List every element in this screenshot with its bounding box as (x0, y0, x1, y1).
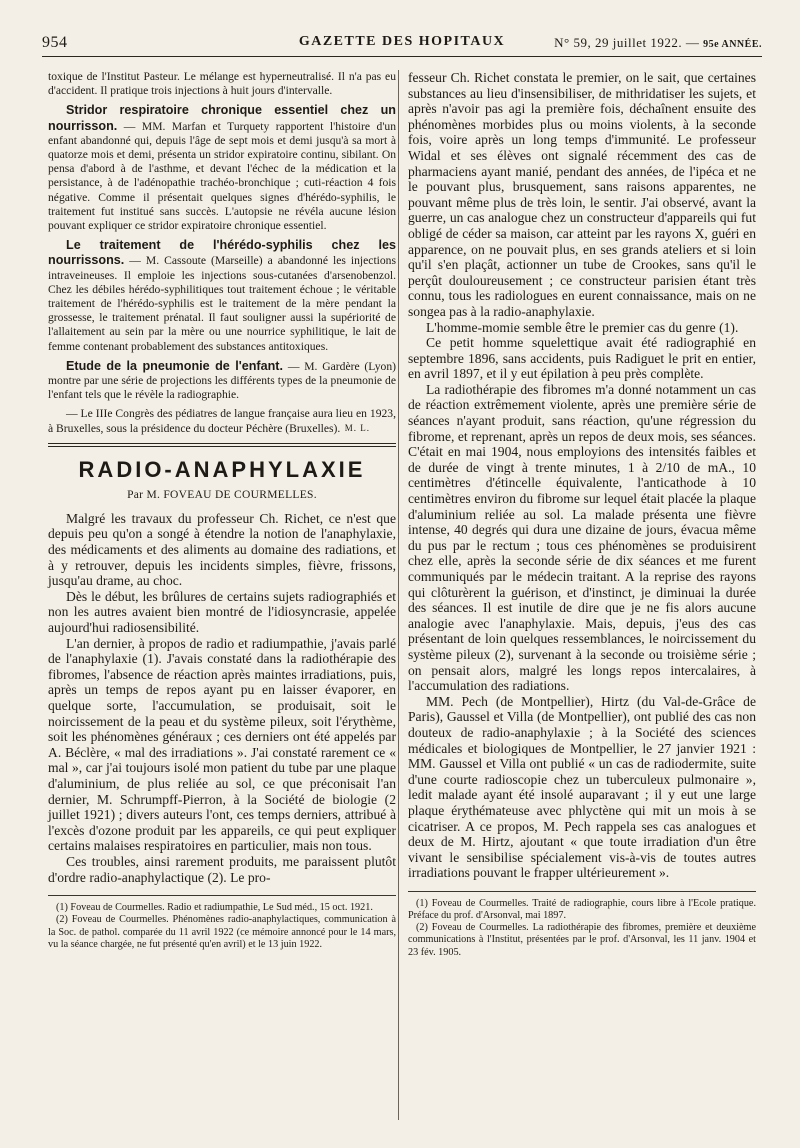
issue-date: N° 59, 29 juillet 1922. — (554, 35, 700, 50)
journal-title: GAZETTE DES HOPITAUX (298, 34, 506, 49)
section-body: — MM. Marfan et Turquety rapportent l'histoire d'un enfant abandonné qui, depuis l'âge de sept mois et demi jusqu'à sa mort à quatorze mois et demi, présenta un stridor expiratoire continu, sibilant. On pensa d'abord à de l'asthme, et devant l'échec de la médication et la persistance, à de l'adénopathie trachéo-bronchique ; cuti-réaction 4 fois négative. Comme il présentait quelques signes d'hérédo-syphilis, le traitement fut institué sans succès. L'autopsie ne révéla aucune lésion pouvant expliquer ce stridor expiratoire chronique essentiel. (48, 119, 396, 233)
intro-paragraph: toxique de l'Institut Pasteur. Le mélange est hyperneutralisé. Il n'a pas eu d'accident. Il pratique trois injections à huit jours d'intervalle. (48, 70, 396, 98)
article-title: RADIO-ANAPHYLAXIE (78, 456, 366, 482)
article-paragraph: fesseur Ch. Richet constata le premier, on le sait, que certaines substances au lieu d'insensibiliser, de mithridatiser les sujets, et après n'avoir pas agi la première fois, déchaînent ensuite des phénomènes morbides plus ou moins violents, à la seconde fois, voire après un long temps d'immunité. Le professeur Widal et ses élèves ont signalé récemment des cas de pharmaciens ayant manié, pendant des années, de l'ipéca et ne le pouvant plus, brusquement, sans raisons apparentes, ne pouvant même plus de très loin, le sentir. J'ai observé, avant la guerre, un cas analogue chez un constructeur d'appareils qui fut obligé de céder sa maison, car atteint par les rayons X, guéri en apparence, on ne pouvait plus, en ses grands ateliers et si loin qu'il s'en plaçât, actionner un tube de Crookes, sans qu'il le perçût douloureusement ; ce constructeur parisien étant très connu, tous les radiologues en eurent connaissance, mais on ne songea pas à la radio-anaphylaxie. (408, 70, 756, 319)
issue-info (554, 35, 762, 51)
author-signature: M. L. (344, 422, 370, 433)
article-paragraph: Ces troubles, ainsi rarement produits, me paraissent plutôt d'ordre radio-anaphylactique (2). Le pro- (48, 853, 396, 885)
running-header (42, 30, 762, 57)
footnotes (408, 898, 756, 959)
article-paragraph: La radiothérapie des fibromes m'a donné notamment un cas de réaction extrêmement violente, après une première série de séances n'ayant produit, sans réaction, qu'une régression du fibrome, et reprenant, après un repos de deux mois, ses séances. C'était en mai 1904, nous employions des intensités faibles et de durée de vingt à trente minutes, 1 à 2/10 de mA., 10 centimètres d'étincelle équivalente, l'anticathode à 10 centimètres environ du fibrome sur lequel était placée la plaque d'aluminium reliée au sol. La malade présenta une fièvre intense, 40 degrés qui dura une dizaine de jours, évacua même du pus par le rectum ; tous ces phénomènes se produisirent chez elle, après la seconde série de dix séances et me furent communiqués par le médecin traitant. A la reprise des rayons qui clôturèrent la guérison, et d'instinct, je diminuai la durée des séances. Il est inutile de dire que je ne fis alors aucune analogie avec l'anaphylaxie. Mais, depuis, j'eus des cas présentant de loin quelques ressemblances, le noircissement du système pileux (2), survenant à la seconde ou troisième série ; on pensait alors, malgré les longs repos intercalaires, à l'accumulation des radiations. (408, 381, 756, 694)
section-body: — M. Gardère (Lyon) montre par une série de projections les différents types de la pneumonie de l'enfant tels que le révèle la radiographie. (48, 359, 396, 402)
section-body: — M. Cassoute (Marseille) a abandonné les injections intraveineuses. Il emploie les injections sous-cutanées d'arsenobenzol. Chez les débiles hérédo-syphilitiques tout traitement échoue ; le véritable traitement de l'hérédo-syphilis est le traitement de la mère pendant la grossesse, le traitement prénatal. Il faut souligner aussi la supériorité de l'allaitement au sein par la mère ou une nourrice syphilitique, le lait de femme contenant probablement des substances antitoxiques. (48, 254, 396, 353)
footnote-rule (48, 895, 396, 896)
article-paragraph: L'homme-momie semble être le premier cas du genre (1). (426, 319, 739, 335)
section-pneumonie (48, 359, 396, 403)
article-byline: Par M. FOVEAU DE COURMELLES. (127, 488, 317, 501)
section-heading: Stridor respiratoire chronique essentiel chez un nourrisson. (48, 103, 396, 133)
footnote: (1) Foveau de Courmelles. Traité de radiographie, cours libre à l'Ecole pratique. Préface du prof. d'Arsonval, mai 1897. (408, 897, 756, 922)
footnotes (48, 902, 396, 951)
section-heading: Le traitement de l'hérédo-syphilis chez les nourrissons. (48, 238, 396, 268)
section-heredo-syphilis (48, 238, 396, 354)
article-paragraph: Malgré les travaux du professeur Ch. Richet, ce n'est que depuis peu qu'on a songé à étendre la notion de l'anaphylaxie, des médicaments et des aliments au domaine des radiations, et à y retrouver, depuis les incidents simples, fièvre, frissons, jusqu'au drame, au choc. (48, 510, 396, 589)
article-paragraph: MM. Pech (de Montpellier), Hirtz (du Val-de-Grâce de Paris), Gaussel et Villa (de Montpellier), ont publié des cas non douteux de radio-anaphylaxie ; à la Société des sciences médicales et biologiques de Montpellier, le 27 janvier 1921 : MM. Gaussel et Villa ont publié « un cas de radiodermite, suite d'une courte radioscopie chez un tuberculeux pulmonaire », ledit malade ayant été insolé auparavant ; il y eut une large plaque érythémateuse avec phlyctène qui mit un mois à se cicatriser. A ce propos, M. Pech rappela ses cas analogues et deux de M. Hirtz, ajoutant « que toute irradiation d'un être vivant le sensibilise spécialement vis-à-vis de toutes autres irradiations pouvant le frapper ultérieurement ». (408, 693, 756, 881)
article-paragraph: L'an dernier, à propos de radio et radiumpathie, j'avais parlé de l'anaphylaxie (1). J'avais constaté dans la radiothérapie des fibromes, l'absence de réaction après maintes irradiations, puis, après un temps de repos ayant pu en laisser évaporer, en quelque sorte, l'accumulation, se produisait, soit le noircissement de la peau et du système pileux, soit l'érythème, soit les phénomènes généraux ; ces derniers ont été appelés par A. Béclère, « mal des irradiations ». J'ai constaté rarement ce « mal », car j'ai toujours isolé mon patient du tube par une plaque d'aluminium, de plus reliée au sol, ce que préconisait l'an dernier, M. Schrumpff-Pierron, à la Société de biologie (2 juillet 1921) ; divers auteurs l'ont, ces temps derniers, attribué à l'excès d'ozone produit par les appareils, ce qui peut expliquer certains malaises respiratoires en particulier, mais non tous. (48, 635, 396, 854)
article-paragraph: Ce petit homme squelettique avait été radiographié en septembre 1896, sans accidents, puis Radiguet le prit en entier, en avril 1897, et il y eut épilation à peu près complète. (408, 335, 756, 382)
section-stridor (48, 103, 396, 233)
footnote: (2) Foveau de Courmelles. Phénomènes radio-anaphylactiques, communication à la Soc. de pathol. comparée du 11 avril 1922 (ce mémoire annoncé pour le 14 mars, vu la séance chargée, ne fut présenté qu'en avril) et le 13 juin 1922. (48, 914, 396, 950)
right-column (408, 70, 756, 959)
congress-notice: — Le IIIe Congrès des pédiatres de langue française aura lieu en 1923, à Bruxelles, sous la présidence du docteur Péchère (Bruxelles). (48, 407, 396, 435)
article-paragraph: Dès le début, les brûlures de certains sujets radiographiés et non les autres avaient bien montré de l'idiosyncrasie, appelée aujourd'hui radiosensibilité. (48, 588, 396, 636)
footnote: (1) Foveau de Courmelles. Radio et radiumpathie, Le Sud méd., 15 oct. 1921. (56, 902, 373, 914)
footnote-rule (408, 891, 756, 892)
column-divider (398, 70, 399, 1120)
article-separator (48, 443, 396, 447)
page-number: 954 (42, 34, 68, 51)
issue-year: 95e ANNÉE. (703, 39, 762, 50)
section-heading: Etude de la pneumonie de l'enfant. (66, 358, 283, 373)
left-column (48, 70, 396, 951)
footnote: (2) Foveau de Courmelles. La radiothérapie des fibromes, première et deuxième communications à l'Institut, présentées par le prof. d'Arsonval, les 11 janv. 1904 et 23 fév. 1905. (408, 922, 756, 958)
